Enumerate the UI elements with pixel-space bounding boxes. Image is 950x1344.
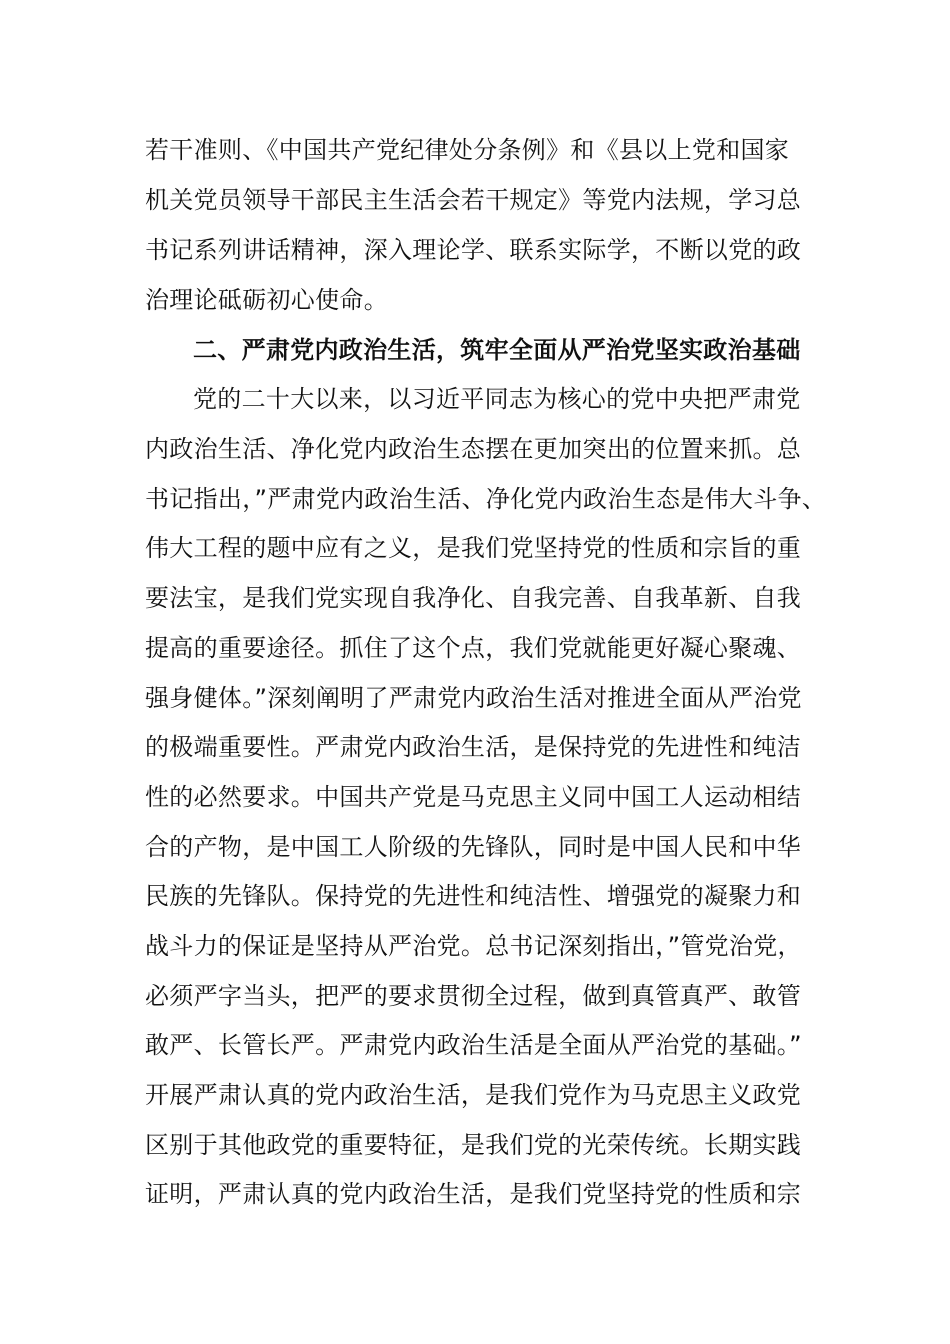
text-line: 若干准则、《中国共产党纪律处分条例》和《县以上党和国家 — [145, 136, 790, 164]
text-line: 强身健体。”深刻阐明了严肃党内政治生活对推进全面从严治党 — [145, 684, 802, 712]
text-line: 的极端重要性。严肃党内政治生活，是保持党的先进性和纯洁 — [145, 733, 802, 761]
text-line: 证明，严肃认真的党内政治生活，是我们党坚持党的性质和宗 — [145, 1180, 802, 1208]
text-line: 书记指出，”严肃党内政治生活、净化党内政治生态是伟大斗争、 — [145, 485, 827, 513]
text-line: 要法宝，是我们党实现自我净化、自我完善、自我革新、自我 — [145, 584, 802, 612]
text-line: 伟大工程的题中应有之义，是我们党坚持党的性质和宗旨的重 — [145, 534, 802, 562]
text-line: 机关党员领导干部民主生活会若干规定》等党内法规，学习总 — [145, 186, 802, 214]
text-line: 内政治生活、净化党内政治生态摆在更加突出的位置来抓。总 — [145, 435, 802, 463]
text-line: 合的产物，是中国工人阶级的先锋队，同时是中国人民和中华 — [145, 833, 802, 861]
text-line: 敢严、长管长严。严肃党内政治生活是全面从严治党的基础。” — [145, 1031, 802, 1059]
section-heading: 二、严肃党内政治生活，筑牢全面从严治党坚实政治基础 — [193, 336, 801, 364]
text-line: 党的二十大以来，以习近平同志为核心的党中央把严肃党 — [193, 385, 801, 413]
text-line: 开展严肃认真的党内政治生活，是我们党作为马克思主义政党 — [145, 1081, 802, 1109]
text-line: 治理论砥砺初心使命。 — [145, 286, 388, 314]
text-line: 战斗力的保证是坚持从严治党。总书记深刻指出，”管党治党， — [145, 932, 802, 960]
text-line: 区别于其他政党的重要特征，是我们党的光荣传统。长期实践 — [145, 1131, 802, 1159]
text-line: 性的必然要求。中国共产党是马克思主义同中国工人运动相结 — [145, 783, 802, 811]
text-line: 民族的先锋队。保持党的先进性和纯洁性、增强党的凝聚力和 — [145, 882, 802, 910]
text-line: 必须严字当头，把严的要求贯彻全过程，做到真管真严、敢管 — [145, 982, 802, 1010]
text-line: 提高的重要途径。抓住了这个点，我们党就能更好凝心聚魂、 — [145, 634, 802, 662]
text-line: 书记系列讲话精神，深入理论学、联系实际学，不断以党的政 — [145, 236, 802, 264]
